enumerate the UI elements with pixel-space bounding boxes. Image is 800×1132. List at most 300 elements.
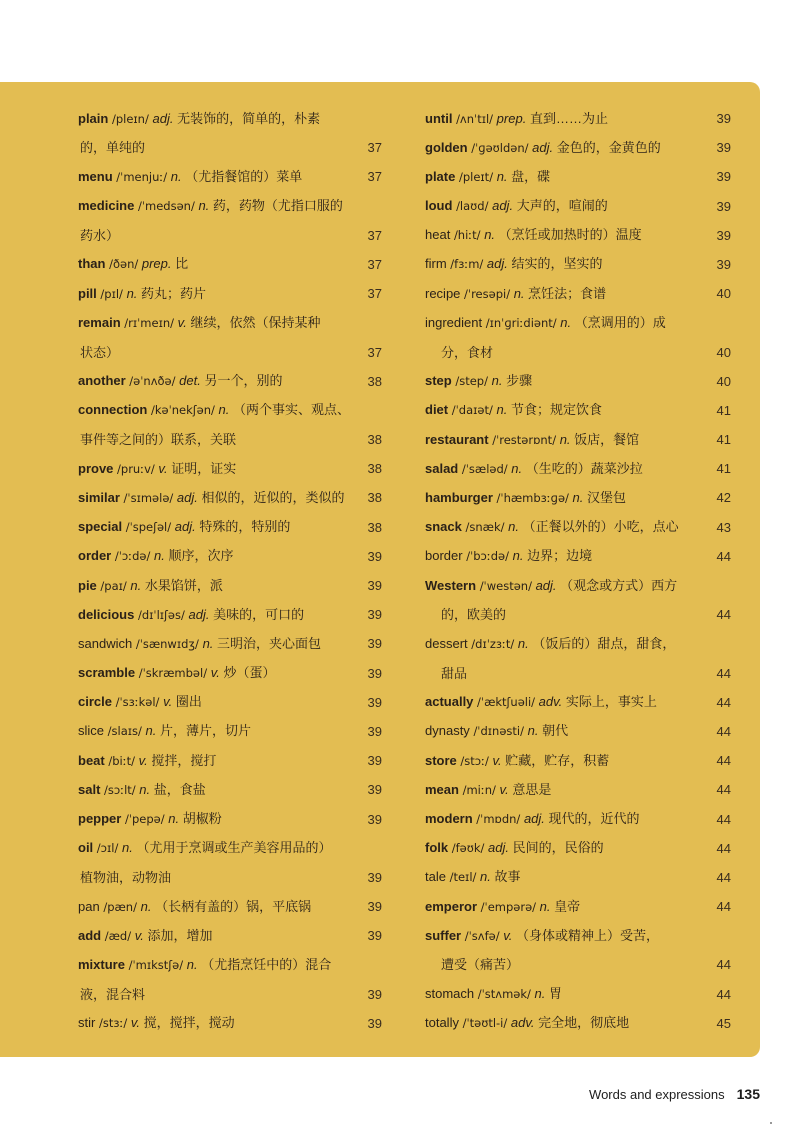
phonetic: /step/ xyxy=(455,374,488,389)
page-ref: 39 xyxy=(367,928,382,944)
glossary-entry xyxy=(78,1009,382,1038)
part-of-speech: n. xyxy=(218,402,230,418)
phonetic: /ˈɔːdə/ xyxy=(114,549,151,564)
headword: tale xyxy=(425,869,446,885)
definition: 比 xyxy=(175,256,189,272)
page-ref: 39 xyxy=(367,578,382,593)
phonetic: /pæn/ xyxy=(103,899,137,914)
definition: （观念或方式）西方 xyxy=(560,577,678,593)
page-ref: 44 xyxy=(716,957,731,973)
headword: suffer xyxy=(425,927,462,943)
part-of-speech: adj. xyxy=(174,519,196,535)
definition: 边界；边境 xyxy=(527,548,593,564)
phonetic: /laʊd/ xyxy=(456,199,489,214)
part-of-speech: prep. xyxy=(496,110,527,126)
page-ref: 39 xyxy=(367,694,382,710)
part-of-speech: n. xyxy=(559,431,571,447)
glossary-entry xyxy=(78,688,382,717)
part-of-speech: n. xyxy=(126,285,138,301)
definition: 贮藏，贮存，积蓄 xyxy=(505,752,610,768)
headword: plain xyxy=(78,110,109,126)
part-of-speech: n. xyxy=(572,489,584,505)
headword: delicious xyxy=(78,606,135,622)
page-ref: 38 xyxy=(367,373,382,389)
phonetic: /ˈspeʃəl/ xyxy=(125,520,172,535)
phonetic: /ˈwestən/ xyxy=(479,578,532,593)
part-of-speech: v. xyxy=(158,460,168,476)
glossary-entry xyxy=(425,221,731,250)
phonetic: /stɜː/ xyxy=(98,1016,128,1031)
definition: 的，单纯的 xyxy=(80,140,146,156)
phonetic: /ˈresəpi/ xyxy=(464,286,511,301)
page-ref: 39 xyxy=(367,986,382,1002)
glossary-entry xyxy=(78,600,382,629)
headword: golden xyxy=(425,139,468,155)
definition: 药丸；药片 xyxy=(141,285,207,301)
glossary-entry xyxy=(78,308,382,337)
glossary-entry xyxy=(78,775,382,804)
phonetic: /pleɪn/ xyxy=(111,111,149,126)
phonetic: /ˈpepə/ xyxy=(124,812,165,826)
phonetic: /ˈdaɪət/ xyxy=(451,403,493,418)
headword: slice xyxy=(78,723,105,739)
definition: 直到……为止 xyxy=(529,110,608,126)
headword: dynasty xyxy=(425,723,470,739)
entry-continuation xyxy=(78,980,382,1009)
page-ref: 44 xyxy=(716,548,731,564)
headword: salad xyxy=(425,460,459,476)
definition: （正餐以外的）小吃，点心 xyxy=(522,519,679,535)
headword: border xyxy=(425,548,463,564)
definition: 汉堡包 xyxy=(586,489,626,505)
page-ref: 38 xyxy=(367,432,382,448)
part-of-speech: adj. xyxy=(492,198,514,214)
phonetic: /pleɪt/ xyxy=(458,169,494,184)
phonetic: /ˈhæmbɜːɡə/ xyxy=(496,490,569,505)
part-of-speech: adv. xyxy=(510,1015,535,1031)
definition: 圈出 xyxy=(175,694,202,710)
page-ref: 39 xyxy=(716,198,731,214)
phonetic: /pɪl/ xyxy=(100,286,123,301)
headword: circle xyxy=(78,694,112,710)
page-ref: 37 xyxy=(367,286,382,302)
phonetic: /teɪl/ xyxy=(449,870,477,885)
page-ref: 39 xyxy=(716,227,731,243)
page-ref: 39 xyxy=(367,636,382,652)
glossary-entry xyxy=(78,746,382,775)
headword: loud xyxy=(425,198,453,214)
glossary-entry xyxy=(78,542,382,571)
page-ref: 39 xyxy=(716,140,731,156)
decorative-dot xyxy=(770,1122,772,1124)
glossary-entry xyxy=(78,367,382,396)
headword: medicine xyxy=(78,198,135,214)
part-of-speech: n. xyxy=(539,898,551,914)
headword: modern xyxy=(425,811,473,826)
headword: connection xyxy=(78,402,148,418)
part-of-speech: adj. xyxy=(523,811,545,826)
entry-continuation xyxy=(425,338,731,367)
page-ref: 41 xyxy=(716,402,731,418)
page-ref: 39 xyxy=(367,1015,382,1031)
definition: 植物油，动物油 xyxy=(80,869,172,885)
glossary-entry xyxy=(78,629,382,658)
phonetic: /ˈrestərɒnt/ xyxy=(492,432,557,447)
part-of-speech: adj. xyxy=(176,489,198,505)
definition: 甜品 xyxy=(441,665,468,681)
glossary-entry xyxy=(425,717,731,746)
phonetic: /æd/ xyxy=(104,928,132,943)
part-of-speech: n. xyxy=(168,811,180,826)
headword: stir xyxy=(78,1015,96,1031)
part-of-speech: n. xyxy=(560,314,572,330)
phonetic: /ɔɪl/ xyxy=(96,841,119,856)
headword: emperor xyxy=(425,898,478,914)
definition: 另一个，别的 xyxy=(204,373,283,389)
glossary-entry xyxy=(425,921,731,950)
part-of-speech: v. xyxy=(138,752,148,768)
definition: 炒（蛋） xyxy=(223,665,276,681)
definition: 朝代 xyxy=(542,723,569,739)
glossary-entry xyxy=(425,892,731,921)
phonetic: /sɔːlt/ xyxy=(104,782,136,797)
headword: actually xyxy=(425,694,474,710)
definition: 片，薄片，切片 xyxy=(159,723,251,739)
part-of-speech: v. xyxy=(134,927,144,943)
definition: 意思是 xyxy=(512,781,552,797)
glossary-entry xyxy=(425,483,731,512)
headword: Western xyxy=(425,577,477,593)
page-ref: 44 xyxy=(716,986,731,1002)
part-of-speech: adv. xyxy=(538,694,563,710)
part-of-speech: n. xyxy=(527,723,539,739)
headword: add xyxy=(78,927,102,943)
definition: （烹调用的）成 xyxy=(574,314,666,330)
page-ref: 39 xyxy=(367,782,382,798)
glossary-entry xyxy=(425,688,731,717)
glossary-entry xyxy=(425,1009,731,1038)
headword: sandwich xyxy=(78,635,133,651)
part-of-speech: adj. xyxy=(488,840,509,856)
glossary-entry xyxy=(78,162,382,191)
part-of-speech: adj. xyxy=(535,577,557,593)
definition: 现代的，近代的 xyxy=(548,811,640,826)
glossary-entry xyxy=(78,805,382,834)
definition: （尤指餐馆的）菜单 xyxy=(185,168,303,184)
part-of-speech: v. xyxy=(492,752,502,768)
headword: oil xyxy=(78,840,94,856)
part-of-speech: v. xyxy=(499,781,509,797)
phonetic: /stɔː/ xyxy=(460,753,489,768)
glossary-entry xyxy=(78,513,382,542)
definition: 特殊的，特别的 xyxy=(199,519,291,535)
definition: 完全地，彻底地 xyxy=(538,1015,630,1031)
phonetic: /ˈsænwɪdʒ/ xyxy=(135,636,199,651)
phonetic: /ˈmɪkstʃə/ xyxy=(128,957,184,972)
glossary-entry xyxy=(425,454,731,483)
phonetic: /fəʊk/ xyxy=(451,841,485,856)
phonetic: /ˈtəʊtl-i/ xyxy=(462,1016,508,1031)
phonetic: /rɪˈmeɪn/ xyxy=(124,315,175,330)
phonetic: /paɪ/ xyxy=(100,578,127,593)
phonetic: /ˈsʌfə/ xyxy=(464,928,500,943)
headword: recipe xyxy=(425,285,461,301)
part-of-speech: v. xyxy=(163,694,173,710)
phonetic: /ˈsɜːkəl/ xyxy=(115,695,160,710)
part-of-speech: n. xyxy=(130,577,142,593)
part-of-speech: n. xyxy=(480,869,491,885)
definition: 步骤 xyxy=(506,373,533,389)
phonetic: /snæk/ xyxy=(465,520,505,535)
entry-continuation xyxy=(425,950,731,979)
phonetic: /ˈsæləd/ xyxy=(461,461,508,476)
glossary-entry xyxy=(425,279,731,308)
entry-continuation xyxy=(78,425,382,454)
page-ref: 41 xyxy=(716,432,731,448)
entry-continuation xyxy=(425,659,731,688)
page-ref: 39 xyxy=(716,169,731,185)
definition: （长柄有盖的）锅，平底锅 xyxy=(155,898,312,914)
phonetic: /ɪnˈɡriːdiənt/ xyxy=(485,315,557,330)
phonetic: /ˈɡəʊldən/ xyxy=(471,140,529,155)
definition: （尤指烹饪中的）混合 xyxy=(201,956,332,972)
headword: similar xyxy=(78,489,120,505)
glossary-entry xyxy=(425,629,731,658)
definition: 烹饪法；食谱 xyxy=(528,285,607,301)
headword: totally xyxy=(425,1015,459,1031)
definition: （身体或精神上）受苦， xyxy=(516,927,660,943)
definition: （生吃的）蔬菜沙拉 xyxy=(525,460,643,476)
part-of-speech: v. xyxy=(130,1015,140,1031)
headword: mean xyxy=(425,781,459,797)
page-ref: 44 xyxy=(716,899,731,915)
page-ref: 43 xyxy=(716,519,731,535)
phonetic: /ˈæktʃuəli/ xyxy=(477,695,536,710)
page-ref: 38 xyxy=(367,461,382,477)
glossary-entry xyxy=(78,892,382,921)
page-ref: 39 xyxy=(367,548,382,564)
part-of-speech: adj. xyxy=(188,606,210,622)
page-ref: 44 xyxy=(716,811,731,827)
definition: 搅拌，搅打 xyxy=(151,752,217,768)
phonetic: /ˈskræmbəl/ xyxy=(138,666,208,681)
definition: 皇帝 xyxy=(554,898,581,914)
definition: （两个事实、观点、 xyxy=(232,402,350,418)
glossary-entry xyxy=(425,396,731,425)
page-ref: 37 xyxy=(367,169,382,185)
headword: another xyxy=(78,373,126,389)
definition: 民间的，民俗的 xyxy=(512,840,604,856)
headword: ingredient xyxy=(425,314,483,330)
definition: 分，食材 xyxy=(441,344,494,360)
part-of-speech: prep. xyxy=(141,256,172,272)
definition: 药水） xyxy=(80,227,120,243)
page-ref: 37 xyxy=(367,256,382,272)
phonetic: /miːn/ xyxy=(462,782,496,797)
page-ref: 39 xyxy=(367,899,382,915)
phonetic: /ðən/ xyxy=(109,257,139,272)
page-ref: 44 xyxy=(716,607,731,623)
page-ref: 38 xyxy=(367,519,382,535)
page-ref: 40 xyxy=(716,373,731,389)
headword: order xyxy=(78,548,112,564)
definition: 搅，搅拌，搅动 xyxy=(143,1015,235,1031)
part-of-speech: n. xyxy=(145,723,157,739)
glossary-entry xyxy=(78,921,382,950)
page-ref: 44 xyxy=(716,665,731,681)
part-of-speech: n. xyxy=(139,781,151,797)
definition: 故事 xyxy=(494,869,521,885)
part-of-speech: n. xyxy=(513,285,525,301)
glossary-column-right xyxy=(425,104,731,1038)
glossary-entry xyxy=(425,104,731,133)
part-of-speech: n. xyxy=(153,548,165,564)
glossary-entry xyxy=(78,659,382,688)
part-of-speech: adj. xyxy=(532,139,554,155)
glossary-entry xyxy=(425,571,731,600)
headword: pan xyxy=(78,898,100,914)
glossary-entry xyxy=(425,542,731,571)
page-ref: 39 xyxy=(716,111,731,126)
glossary-entry xyxy=(425,425,731,454)
page-ref: 44 xyxy=(716,694,731,710)
part-of-speech: n. xyxy=(484,227,496,243)
entry-continuation xyxy=(78,338,382,367)
glossary-column-left xyxy=(78,104,382,1038)
glossary-entry xyxy=(78,571,382,600)
headword: folk xyxy=(425,840,449,856)
headword: pie xyxy=(78,577,97,593)
headword: prove xyxy=(78,460,114,476)
glossary-entry xyxy=(425,863,731,892)
phonetic: /hiːt/ xyxy=(453,228,481,243)
glossary-entry xyxy=(78,104,382,133)
part-of-speech: n. xyxy=(170,168,182,184)
glossary-entry xyxy=(78,834,382,863)
page-ref: 40 xyxy=(716,344,731,360)
page-ref: 39 xyxy=(367,869,382,885)
page-ref: 44 xyxy=(716,753,731,769)
definition: 无装饰的，简单的，朴素 xyxy=(177,110,321,126)
part-of-speech: n. xyxy=(512,548,524,564)
page-ref: 44 xyxy=(716,869,731,885)
page-ref: 37 xyxy=(367,227,382,243)
definition: 实际上，事实上 xyxy=(565,694,657,710)
definition: （饭后的）甜点，甜食， xyxy=(532,635,676,651)
phonetic: /slaɪs/ xyxy=(107,724,142,739)
definition: 相似的，近似的，类似的 xyxy=(201,489,345,505)
page-ref: 38 xyxy=(367,490,382,506)
part-of-speech: n. xyxy=(491,373,503,389)
glossary-entry xyxy=(425,805,731,834)
part-of-speech: n. xyxy=(198,198,210,214)
part-of-speech: n. xyxy=(186,956,198,972)
definition: 节食；规定饮食 xyxy=(510,402,602,418)
glossary-entry xyxy=(425,513,731,542)
definition: 药，药物（尤指口服的 xyxy=(212,198,343,214)
page-ref: 45 xyxy=(716,1015,731,1031)
phonetic: /ʌnˈtɪl/ xyxy=(456,111,494,126)
page-ref: 42 xyxy=(716,490,731,506)
glossary-entry xyxy=(425,250,731,279)
part-of-speech: adj. xyxy=(486,256,508,272)
definition: 美味的，可口的 xyxy=(213,606,305,622)
glossary-entry xyxy=(78,950,382,979)
part-of-speech: v. xyxy=(210,665,220,681)
phonetic: /fɜːm/ xyxy=(450,257,484,272)
glossary-entry xyxy=(78,717,382,746)
headword: special xyxy=(78,519,123,535)
glossary-entry xyxy=(78,192,382,221)
definition: 金色的，金黄色的 xyxy=(556,139,661,155)
headword: pill xyxy=(78,285,97,301)
glossary-entry xyxy=(425,980,731,1009)
page-ref: 41 xyxy=(716,461,731,477)
definition: 继续，依然（保持某种 xyxy=(190,314,321,330)
phonetic: /ˈmedsən/ xyxy=(137,199,195,214)
page-number: 135 xyxy=(736,1086,760,1102)
page-ref: 39 xyxy=(367,607,382,623)
definition: 水果馅饼，派 xyxy=(144,577,223,593)
headword: firm xyxy=(425,256,447,272)
headword: remain xyxy=(78,314,121,330)
glossary-entry xyxy=(78,454,382,483)
phonetic: /pruːv/ xyxy=(117,461,155,476)
headword: mixture xyxy=(78,956,125,972)
glossary-entry xyxy=(425,746,731,775)
page-footer xyxy=(589,1086,760,1102)
glossary-entry xyxy=(425,834,731,863)
entry-continuation xyxy=(78,221,382,250)
part-of-speech: n. xyxy=(517,635,529,651)
part-of-speech: v. xyxy=(503,927,513,943)
phonetic: /kəˈnekʃən/ xyxy=(150,403,215,418)
definition: 盘，碟 xyxy=(511,168,551,184)
part-of-speech: n. xyxy=(496,402,508,418)
part-of-speech: n. xyxy=(140,898,152,914)
definition: 证明，证实 xyxy=(171,460,237,476)
headword: dessert xyxy=(425,635,468,651)
page-ref: 44 xyxy=(716,723,731,739)
footer-section-title: Words and expressions xyxy=(589,1087,725,1102)
definition: 结实的，坚实的 xyxy=(511,256,603,272)
definition: 遭受（痛苦） xyxy=(441,957,520,973)
entry-continuation xyxy=(78,133,382,162)
page-ref: 39 xyxy=(367,811,382,827)
page-ref: 44 xyxy=(716,782,731,798)
phonetic: /dɪˈlɪʃəs/ xyxy=(137,607,185,622)
part-of-speech: n. xyxy=(508,519,519,535)
headword: pepper xyxy=(78,811,122,826)
headword: diet xyxy=(425,402,449,418)
definition: 饭店，餐馆 xyxy=(574,431,640,447)
headword: beat xyxy=(78,752,105,768)
definition: 盐，食盐 xyxy=(153,781,206,797)
headword: stomach xyxy=(425,986,475,1002)
phonetic: /ˈstʌmək/ xyxy=(477,987,531,1002)
headword: snack xyxy=(425,519,462,535)
glossary-entry xyxy=(425,133,731,162)
glossary-entry xyxy=(78,250,382,279)
page-ref: 37 xyxy=(367,344,382,360)
definition: 胃 xyxy=(549,986,563,1002)
definition: （烹饪或加热时的）温度 xyxy=(498,227,642,243)
glossary-entry xyxy=(425,775,731,804)
definition: 液，混合料 xyxy=(80,986,146,1002)
phonetic: /dɪˈzɜːt/ xyxy=(471,636,515,651)
glossary-entry xyxy=(78,279,382,308)
part-of-speech: n. xyxy=(534,986,546,1002)
